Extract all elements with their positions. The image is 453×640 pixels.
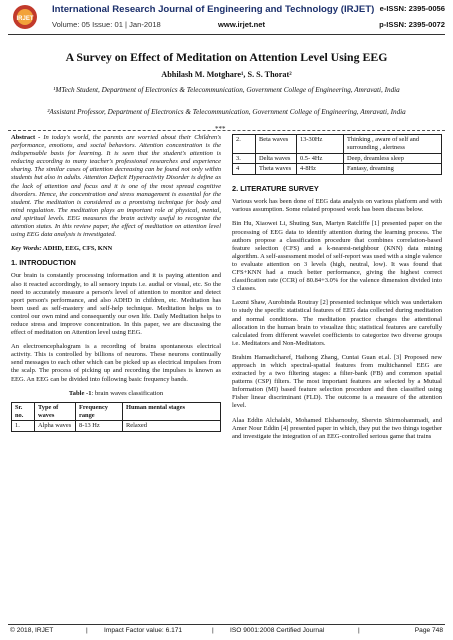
table-cell: 2. (233, 135, 256, 154)
table-header-cell: Frequency range (76, 402, 123, 421)
section-heading-introduction: 1. INTRODUCTION (11, 258, 76, 268)
page-footer (8, 624, 445, 637)
journal-name: International Research Journal of Engineering and Technology (IRJET) (52, 4, 375, 15)
e-issn: e-ISSN: 2395-0056 (379, 4, 445, 13)
paper-title: A Survey on Effect of Meditation on Attention Level Using EEG (65, 50, 388, 64)
footer-divider: | (358, 627, 360, 634)
table-cell: 13-30Hz (297, 135, 344, 154)
table-header-row (12, 402, 221, 421)
journal-website-link[interactable]: www.irjet.net (218, 20, 265, 29)
section-separator (8, 130, 445, 131)
table-caption-text: : brain waves classification (91, 389, 164, 397)
keywords-text: ADHD, EEG, CFS, KNN (41, 245, 113, 253)
abstract-text: In today's world, the parents are worried about their Children's performance, emotions, and social behaviors. Attention concentration is the indispensable basis for learning. It is seen that the student's attention is reducing according to many teacher's professional researches and experience sharing. The similar cases of attention decreasing can be found not only within students but also in adults. Attention Deficit Hyperactivity Disorder is define as the lack of attention and focus and it is one of the most spread cognitive disorders. Hence, the concentration and stress management is essential for the student. The meditation is considered as a promising technique for body and mind regulation. The meditation plays an important role at physical, mental, and spiritual levels. EEG measures the brain activity useful to recognize the attention states. In this review paper, the effect of meditation on attention level using EEG data analysis is investigated. (11, 134, 221, 239)
footer-impact-factor: Impact Factor value: 6.171 (104, 627, 183, 634)
survey-paragraph-3: Laxmi Shaw, Aurobinda Routray [2] presented technique which was undertaken to study the specific statistical features of EEG data collected during meditation and normal conditions. The meditation practice changes the attentional allocation in the human brain to visualize this; statistical features are carefully calculated from different wavelet coefficients to categorize two diverse groups i.e. Meditators and Non-Meditators. (232, 299, 442, 347)
survey-paragraph-5: Alaa Eddin Alchalabi, Mohamed Elsharnouby, Shervin Shirmohammadi, and Amer Nour Eddin [4] presented paper in which, they put the two things together and investigate the integration of an EEG-controlled serious game that trains (232, 416, 442, 440)
table-cell: 3. (233, 153, 256, 164)
table-row (233, 135, 442, 154)
survey-paragraph-4: Brahim Hamadicharef, Haihong Zhang, Cuntai Guan et.al. [3] Proposed new approach in which spectral-spatial features from multichannel EEG are extracted by a two filtering stages: a filter-bank (FB) and common spatial patterns (CSP) filters. The most important features are selected by a Mutual Information (MI) based feature selection procedure and then classified using Fisher linear discriminant (FLD). The outcome is a measure of the attention level. (232, 353, 442, 410)
table-cell: 1. (12, 421, 35, 432)
p-issn: p-ISSN: 2395-0072 (379, 20, 445, 29)
footer-iso: ISO 9001:2008 Certified Journal (230, 627, 325, 634)
keywords-label: Key Words: (11, 245, 42, 253)
table-cell: Alpha waves (35, 421, 76, 432)
table-caption-label: Table -1 (68, 389, 92, 397)
table-cell: 8-13 Hz (76, 421, 123, 432)
journal-header (0, 0, 453, 44)
table-cell: Relaxed (123, 421, 221, 432)
table-cell: Thinking , aware of self and surrounding , alertness (344, 135, 442, 154)
affiliation-1: ¹MTech Student, Department of Electronics & Telecommunication, Government College of Engineering, Amravati, India (53, 86, 400, 94)
paper-authors: Abhilash M. Motghare¹, S. S. Thorat² (161, 70, 292, 79)
volume-issue: Volume: 05 Issue: 01 | Jan-2018 (52, 20, 161, 29)
survey-paragraph-2: Bin Hu, Xiaowei Li, Shuting Sun, Martyn Ratcliffe [1] presented paper on the processing of EEG data to identify attention during the learning process. The authors propose a classification procedure that combines correlation-based feature selection (CFS) and a k-nearest-neighbour (KNN) data mining algorithm. A self-assessment model of self-report was used with a single valence to evaluate attention on 3 levels (high, neutral, low). It was found that CFS+KNN had a much better performance, giving the highest correct classification rate (CCR) of 80.84+3.0% for the valence dimension divided into 3 classes. (232, 220, 442, 293)
table-cell: 0.5- 4Hz (297, 153, 344, 164)
table-header-cell: Type of waves (35, 402, 76, 421)
table-cell: Deep, dreamless sleep (344, 153, 442, 164)
right-column (232, 134, 442, 447)
table-header-cell: Human mental stages (123, 402, 221, 421)
irjet-logo (10, 4, 40, 34)
brain-waves-table-part1 (11, 402, 221, 432)
affiliation-2: ²Assistant Professor, Department of Electronics & Telecommunication, Government College of Engineering, Amravati, India (47, 108, 406, 116)
table-cell: 4-8Hz (297, 164, 344, 175)
svg-text:IRJET: IRJET (16, 16, 34, 22)
table-row (12, 421, 221, 432)
table-row (233, 153, 442, 164)
footer-divider: | (212, 627, 214, 634)
brain-waves-table-part2 (232, 134, 442, 175)
footer-copyright: © 2018, IRJET (10, 627, 54, 634)
header-rule (8, 34, 445, 35)
table-cell: Theta waves (256, 164, 297, 175)
intro-paragraph-2: An electroencephalogram is a recording of brains spontaneous electrical activity. This is controlled by billions of neurons. These neurons continually send messages to each other which can be picked up as electrical impulses from the scalp. The process of picking up and recording the impulses is known as EEG. An EEG can be divided into following basic frequency bands. (11, 343, 221, 383)
survey-paragraph-1: Various work has been done of EEG data analysis on various platform and with various assumption. Some related proposed work has been discuss below. (232, 198, 442, 214)
table-cell: Delta waves (256, 153, 297, 164)
left-column (11, 134, 221, 432)
intro-paragraph-1: Our brain is constantly processing information and it is paying attention and also it reacted accordingly, to all sensory inputs i.e. audial or visual, etc. So the need to accurately measure a person's level of attention to monitor and detect sport person's performance, and also ADHD in children, etc. Meditation has been used as self-mastery and self-help technique. Meditation helps us to control our own mind and consequently our own life. Daily Meditation helps to reduce stress and improve concentration. In this paper, we are discussing the effect of meditation on Attention level using EEG. (11, 272, 221, 337)
table-cell: 4 (233, 164, 256, 175)
abstract (11, 134, 221, 239)
table-caption (11, 390, 221, 398)
footer-page-number: Page 748 (414, 627, 443, 634)
separator-stars: *** (215, 125, 226, 133)
table-row (233, 164, 442, 175)
table-cell: Beta waves (256, 135, 297, 154)
abstract-label: Abstract - (11, 134, 41, 141)
footer-divider: | (86, 627, 88, 634)
section-heading-literature-survey: 2. LITERATURE SURVEY (232, 184, 319, 194)
table-header-cell: Sr. no. (12, 402, 35, 421)
table-cell: Fantasy, dreaming (344, 164, 442, 175)
keywords (11, 245, 221, 253)
